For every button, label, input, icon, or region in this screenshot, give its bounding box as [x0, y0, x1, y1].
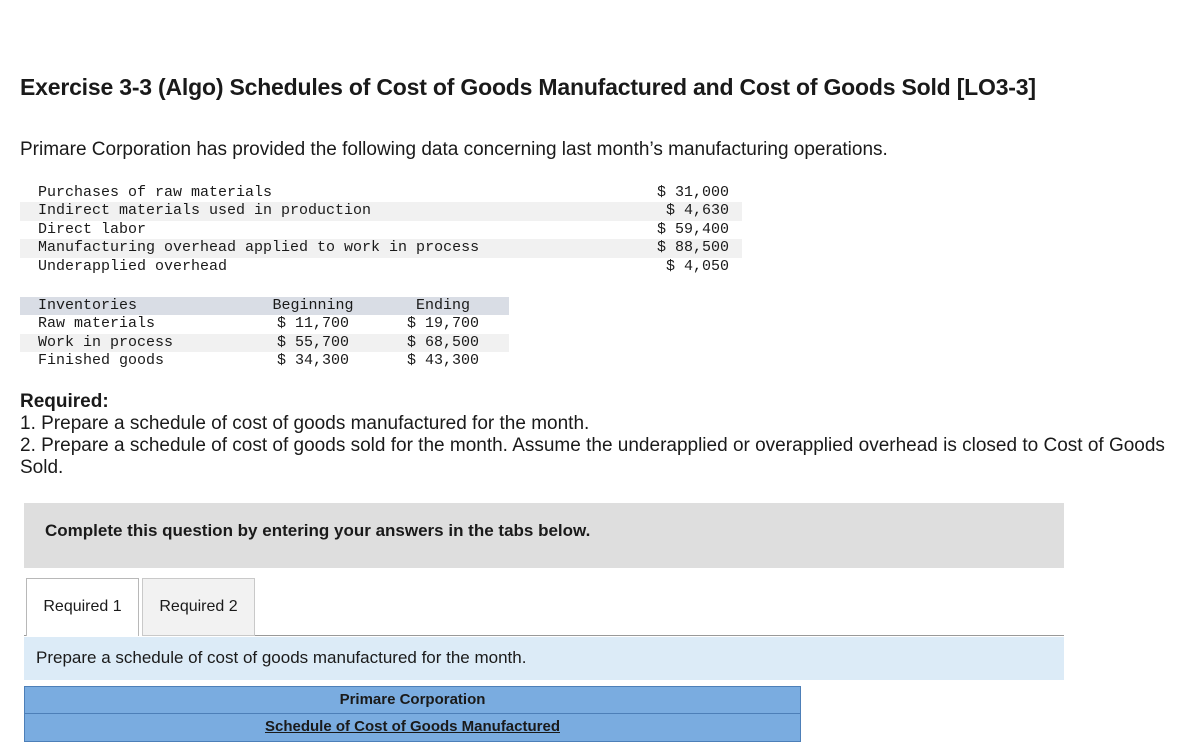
tab-instruction-bar	[24, 637, 1064, 680]
inventory-name: Work in process	[38, 333, 174, 351]
tab-required-2[interactable]: Required 2	[142, 578, 255, 636]
inventory-header-row	[20, 297, 509, 315]
data-label: Underapplied overhead	[38, 257, 228, 275]
data-row	[20, 184, 742, 202]
inventory-row	[20, 334, 509, 352]
beginning-header: Beginning	[272, 297, 354, 314]
data-row	[20, 258, 742, 276]
tab-required-1[interactable]: Required 1	[26, 578, 139, 636]
panel-text: Complete this question by entering your answers in the tabs below.	[45, 521, 591, 540]
tab-divider	[255, 635, 1064, 636]
inventory-beginning: $ 55,700	[276, 333, 349, 351]
required-item-1: 1. Prepare a schedule of cost of goods manufactured for the month.	[20, 413, 590, 434]
data-label: Indirect materials used in production	[38, 202, 372, 220]
page-title: Exercise 3-3 (Algo) Schedules of Cost of Goods Manufactured and Cost of Goods Sold [LO3-3]	[20, 74, 1036, 100]
schedule-company-row	[24, 686, 801, 714]
intro-text: Primare Corporation has provided the following data concerning last month’s manufacturing operations.	[20, 139, 888, 160]
required-item-2: 2. Prepare a schedule of cost of goods sold for the month. Assume the underapplied or overapplied overhead is closed to Cost of Goods Sold.	[20, 435, 1165, 478]
schedule-title: Schedule of Cost of Goods Manufactured	[264, 718, 560, 735]
data-value: $ 59,400	[656, 220, 729, 238]
schedule-company: Primare Corporation	[339, 691, 486, 708]
required-heading: Required:	[20, 391, 109, 412]
tab-instruction-text: Prepare a schedule of cost of goods manufactured for the month.	[36, 648, 527, 667]
inventory-beginning: $ 34,300	[276, 352, 349, 370]
data-row	[20, 239, 742, 257]
cost-data-table	[20, 184, 742, 276]
required-section	[20, 391, 1170, 479]
data-value: $ 4,050	[665, 257, 729, 275]
schedule-title-row	[24, 714, 801, 742]
inventory-row	[20, 315, 509, 333]
data-row	[20, 202, 742, 220]
data-label: Manufacturing overhead applied to work in process	[38, 239, 480, 257]
inventory-ending: $ 19,700	[406, 315, 479, 333]
data-value: $ 88,500	[656, 239, 729, 257]
schedule-table	[24, 686, 801, 742]
inventory-row	[20, 352, 509, 370]
data-label: Direct labor	[38, 220, 147, 238]
data-value: $ 4,630	[665, 202, 729, 220]
inventory-ending: $ 68,500	[406, 333, 479, 351]
inventory-name: Raw materials	[38, 315, 156, 333]
inventory-ending: $ 43,300	[406, 352, 479, 370]
data-row	[20, 221, 742, 239]
data-value: $ 31,000	[656, 184, 729, 201]
inventory-name: Finished goods	[38, 352, 165, 370]
inventory-header: Inventories	[38, 297, 138, 314]
ending-header: Ending	[415, 297, 470, 314]
data-label: Purchases of raw materials	[38, 184, 273, 201]
inventory-table	[20, 297, 509, 371]
instructions-panel	[24, 503, 1064, 568]
inventory-beginning: $ 11,700	[276, 315, 349, 333]
